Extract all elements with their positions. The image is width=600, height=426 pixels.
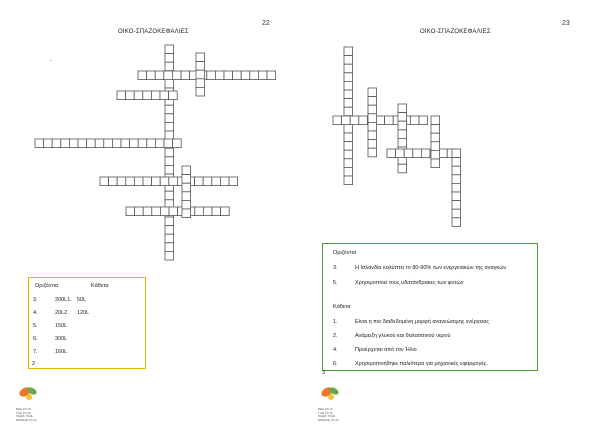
crossword-cell[interactable] (431, 159, 440, 168)
crossword-cell[interactable] (134, 91, 143, 100)
crossword-cell[interactable] (147, 139, 156, 148)
crossword-cell[interactable] (160, 177, 169, 186)
crossword-cell[interactable] (452, 166, 461, 175)
crossword-cell[interactable] (368, 148, 377, 157)
crossword-cell[interactable] (44, 139, 53, 148)
crossword-cell[interactable] (220, 177, 229, 186)
crossword-grid[interactable] (300, 0, 600, 240)
crossword-cell[interactable] (344, 56, 353, 65)
crossword-cell[interactable] (165, 79, 174, 88)
page-number: 22 (262, 20, 270, 27)
crossword-cell[interactable] (130, 139, 139, 148)
logo-text-4: BREEZE PLUS (318, 417, 339, 422)
crossword-cell[interactable] (368, 131, 377, 140)
crossword-cell[interactable] (165, 234, 174, 243)
crossword-cell[interactable] (344, 142, 353, 151)
clue-row (55, 324, 67, 330)
crossword-grid[interactable] (0, 0, 300, 280)
stray-mark: - (50, 58, 52, 64)
crossword-cell[interactable] (452, 192, 461, 201)
crossword-cell[interactable] (344, 124, 353, 133)
crossword-cell[interactable] (333, 116, 342, 125)
clue-row (33, 298, 38, 304)
crossword-cell[interactable] (196, 79, 205, 88)
crossword-cell[interactable] (135, 207, 144, 216)
crossword-cell[interactable] (147, 71, 156, 80)
crossword-cell[interactable] (396, 149, 405, 158)
crossword-cell[interactable] (224, 71, 233, 80)
crossword-cell[interactable] (152, 207, 161, 216)
crossword-cell[interactable] (196, 87, 205, 96)
clue-number: 4. (33, 310, 38, 316)
crossword-cell[interactable] (196, 53, 205, 62)
crossword-cell[interactable] (398, 164, 407, 173)
crossword-cell[interactable] (344, 150, 353, 159)
crossword-cell[interactable] (250, 71, 259, 80)
crossword-cell[interactable] (431, 116, 440, 125)
crossword-cell[interactable] (398, 113, 407, 122)
clue-row (55, 298, 72, 304)
clue-row (77, 311, 89, 317)
crossword-cell[interactable] (344, 47, 353, 56)
clue-value: 200L1. (55, 297, 72, 303)
crossword-cell[interactable] (344, 90, 353, 99)
crossword-cell[interactable] (387, 149, 396, 158)
crossword-cell[interactable] (212, 207, 221, 216)
crossword-cell[interactable] (165, 226, 174, 235)
crossword-cell[interactable] (203, 177, 212, 186)
crossword-cell[interactable] (151, 91, 160, 100)
crossword-cell[interactable] (431, 150, 440, 159)
crossword-cell[interactable] (196, 62, 205, 71)
clue-row (55, 337, 67, 343)
logo-text-2: THE PLUS (16, 410, 31, 415)
clue-number: 4. (333, 347, 338, 353)
crossword-cell[interactable] (410, 116, 419, 125)
crossword-cell[interactable] (398, 130, 407, 139)
down-heading: Κάθετα (333, 304, 351, 310)
crossword-cell[interactable] (368, 88, 377, 97)
crossword-cell[interactable] (452, 158, 461, 167)
crossword-cell[interactable] (344, 107, 353, 116)
crossword-cell[interactable] (452, 218, 461, 227)
logo-text-3: WEEK TIME (16, 414, 33, 418)
crossword-cell[interactable] (155, 71, 164, 80)
crossword-cell[interactable] (165, 243, 174, 252)
clue-number: 6. (333, 361, 338, 367)
crossword-cell[interactable] (258, 71, 267, 80)
crossword-cell[interactable] (165, 131, 174, 140)
crossword-cell[interactable] (452, 201, 461, 210)
crossword-cell[interactable] (368, 105, 377, 114)
crossword-cell[interactable] (431, 133, 440, 142)
crossword-cell[interactable] (452, 175, 461, 184)
crossword-cell[interactable] (138, 139, 147, 148)
crossword-cell[interactable] (368, 140, 377, 149)
across-heading: Οριζόντια (333, 250, 357, 256)
crossword-cell[interactable] (452, 183, 461, 192)
crossword-cell[interactable] (165, 217, 174, 226)
crossword-cell[interactable] (398, 121, 407, 130)
clue-row (55, 311, 69, 317)
crossword-cell[interactable] (126, 177, 135, 186)
crossword-cell[interactable] (344, 176, 353, 185)
crossword-cell[interactable] (182, 175, 191, 184)
crossword-cell[interactable] (431, 125, 440, 134)
clue-box (28, 277, 146, 369)
across-heading: Οριζόντια (35, 283, 59, 289)
crossword-cell[interactable] (221, 207, 230, 216)
clue-text: Ανάμειξη γλυκού και θαλασσινού νερού (355, 333, 451, 339)
crossword-cell[interactable] (165, 114, 174, 123)
crossword-cell[interactable] (452, 209, 461, 218)
clue-row (33, 324, 38, 330)
down-heading: Κάθετα (91, 283, 109, 289)
crossword-cell[interactable] (165, 105, 174, 114)
clue-value: 150L (55, 323, 68, 329)
clue-number: 1. (333, 319, 338, 325)
clue-row (55, 350, 67, 356)
crossword-cell[interactable] (165, 62, 174, 71)
crossword-cell[interactable] (207, 71, 216, 80)
crossword-cell[interactable] (87, 139, 96, 148)
crossword-cell[interactable] (143, 91, 152, 100)
crossword-cell[interactable] (344, 133, 353, 142)
crossword-cell[interactable] (169, 177, 178, 186)
crossword-cell[interactable] (104, 139, 113, 148)
crossword-cell[interactable] (182, 192, 191, 201)
clue-text: Χρησιμοποιήθηκε παλιότερα για μηχανικές εφαρμογές. (355, 361, 488, 367)
crossword-cell[interactable] (398, 138, 407, 147)
crossword-cell[interactable] (421, 149, 430, 158)
crossword-cell[interactable] (160, 207, 169, 216)
crossword-cell[interactable] (173, 139, 182, 148)
clue-value: 160L (55, 349, 68, 355)
clue-number: 5. (33, 323, 38, 329)
clue-text: Χρησιμοποιεί τους υδατάνθρακες των φυτών (355, 280, 464, 286)
crossword-cell[interactable] (109, 177, 118, 186)
crossword-cell[interactable] (376, 116, 385, 125)
crossword-cell[interactable] (100, 177, 109, 186)
crossword-cell[interactable] (165, 148, 174, 157)
crossword-cell[interactable] (164, 139, 173, 148)
crossword-cell[interactable] (165, 54, 174, 63)
crossword-cell[interactable] (35, 139, 44, 148)
crossword-cell[interactable] (152, 177, 161, 186)
crossword-cell[interactable] (359, 116, 368, 125)
crossword-cell[interactable] (169, 207, 178, 216)
clue-number: 7. (33, 349, 38, 355)
crossword-cell[interactable] (233, 71, 242, 80)
crossword-cell[interactable] (121, 139, 130, 148)
clue-row (33, 311, 38, 317)
crossword-cell[interactable] (165, 191, 174, 200)
crossword-cell[interactable] (160, 91, 169, 100)
clue-row (33, 337, 38, 343)
footnote: 2 (32, 361, 36, 367)
logo-text-3: WEEK TIME (318, 414, 335, 418)
crossword-cell[interactable] (95, 139, 104, 148)
clue-number: 5. (333, 280, 338, 286)
crossword-cell[interactable] (344, 167, 353, 176)
crossword-cell[interactable] (267, 71, 276, 80)
crossword-cell[interactable] (182, 183, 191, 192)
clue-number: 3. (33, 297, 38, 303)
crossword-cell[interactable] (344, 64, 353, 73)
crossword-cell[interactable] (195, 207, 204, 216)
crossword-cell[interactable] (344, 159, 353, 168)
project-logo (318, 383, 344, 421)
crossword-cell[interactable] (78, 139, 87, 148)
crossword-cell[interactable] (165, 165, 174, 174)
crossword-cell[interactable] (126, 91, 135, 100)
crossword-cell[interactable] (164, 71, 173, 80)
crossword-cell[interactable] (344, 73, 353, 82)
crossword-cell[interactable] (143, 207, 152, 216)
clue-value: 300L (55, 336, 68, 342)
crossword-cell[interactable] (431, 142, 440, 151)
page-title: ΟΙΚΟ-ΣΠΑΖΟΚΕΦΑΛΙΕΣ (420, 29, 491, 35)
crossword-cell[interactable] (452, 149, 461, 158)
logo-text-2: THE PLUS (318, 410, 333, 415)
clue-value: 20L2. (55, 310, 69, 316)
crossword-cell[interactable] (385, 116, 394, 125)
crossword-cell[interactable] (182, 200, 191, 209)
clue-number: 2. (333, 333, 338, 339)
crossword-cell[interactable] (182, 166, 191, 175)
crossword-cell[interactable] (413, 149, 422, 158)
crossword-cell[interactable] (203, 207, 212, 216)
clue-text: Προέρχεται από τον Ήλιο (355, 347, 417, 353)
crossword-cell[interactable] (117, 177, 126, 186)
clue-number: 6. (33, 336, 38, 342)
crossword-cell[interactable] (404, 149, 413, 158)
crossword-cell[interactable] (181, 71, 190, 80)
page-number: 23 (562, 20, 570, 27)
leaf-logo-icon (16, 383, 42, 403)
crossword-cell[interactable] (344, 81, 353, 90)
crossword-cell[interactable] (143, 177, 152, 186)
crossword-cell[interactable] (138, 71, 147, 80)
crossword-cell[interactable] (212, 177, 221, 186)
crossword-cell[interactable] (419, 116, 428, 125)
crossword-cell[interactable] (69, 139, 78, 148)
logo-text-1: BEE PLUS (318, 407, 333, 411)
crossword-cell[interactable] (134, 177, 143, 186)
right-page (300, 0, 600, 426)
crossword-cell[interactable] (165, 45, 174, 54)
clue-text: Η Ισλανδία καλύπτει το 80-90% των ενεργειακών της αναγκών (355, 265, 507, 271)
page-title: ΟΙΚΟ-ΣΠΑΖΟΚΕΦΑΛΙΕΣ (118, 29, 189, 35)
clue-text: Είναι η πιο διαδεδομένη μορφή ανανεώσιμης ενέργειας (355, 319, 489, 325)
crossword-cell[interactable] (368, 97, 377, 106)
crossword-cell[interactable] (155, 139, 164, 148)
footnote: 3 (322, 370, 326, 376)
clue-row (33, 350, 38, 356)
crossword-cell[interactable] (169, 91, 178, 100)
crossword-cell[interactable] (112, 139, 121, 148)
crossword-cell[interactable] (126, 207, 135, 216)
logo-text-4: BREEZE PLUS (16, 417, 37, 422)
logo-text-1: BEE PLUS (16, 407, 31, 411)
crossword-cell[interactable] (344, 99, 353, 108)
crossword-cell[interactable] (195, 177, 204, 186)
crossword-cell[interactable] (117, 91, 126, 100)
crossword-cell[interactable] (229, 177, 238, 186)
crossword-cell[interactable] (368, 122, 377, 131)
clue-value: 120L (77, 310, 90, 316)
clue-row (77, 298, 86, 304)
project-logo (16, 383, 42, 421)
crossword-cell[interactable] (368, 114, 377, 123)
crossword-cell[interactable] (165, 157, 174, 166)
leaf-logo-icon (318, 383, 344, 403)
clue-value: 50L (77, 297, 87, 303)
crossword-cell[interactable] (61, 139, 70, 148)
crossword-cell[interactable] (196, 70, 205, 79)
crossword-cell[interactable] (165, 122, 174, 131)
crossword-cell[interactable] (182, 209, 191, 218)
clue-number: 3. (333, 265, 338, 271)
crossword-cell[interactable] (172, 71, 181, 80)
clue-box (322, 243, 538, 371)
crossword-cell[interactable] (215, 71, 224, 80)
crossword-cell[interactable] (165, 251, 174, 260)
crossword-cell[interactable] (52, 139, 61, 148)
crossword-cell[interactable] (350, 116, 359, 125)
crossword-cell[interactable] (342, 116, 351, 125)
crossword-cell[interactable] (241, 71, 250, 80)
crossword-cell[interactable] (398, 104, 407, 113)
